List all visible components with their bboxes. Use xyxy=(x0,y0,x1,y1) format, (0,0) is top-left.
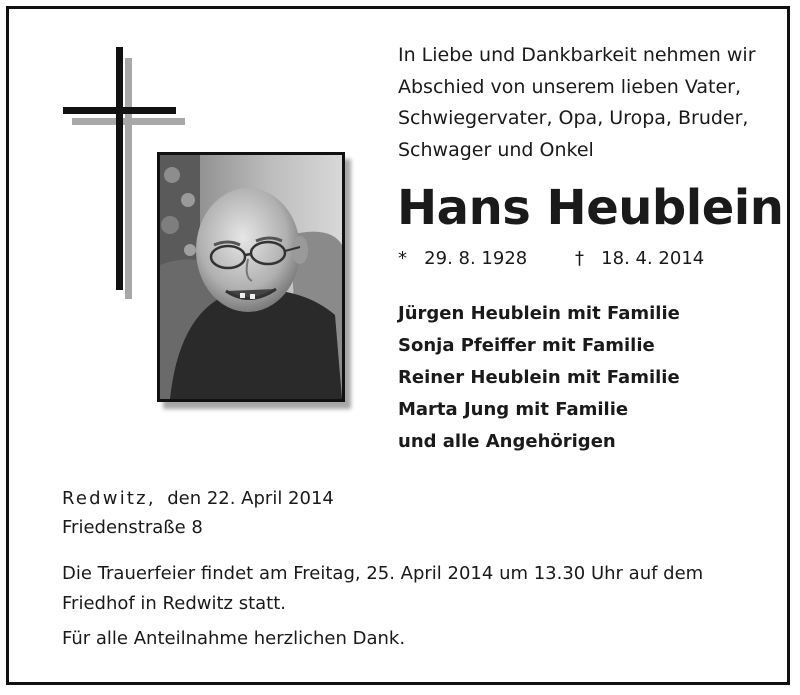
location-date-line xyxy=(62,484,334,513)
cross-vertical xyxy=(116,47,123,290)
notice-date: den 22. April 2014 xyxy=(167,488,334,509)
mourner-item: Marta Jung mit Familie xyxy=(398,399,629,420)
mourner-item: Sonja Pfeiffer mit Familie xyxy=(398,335,655,356)
intro-line: Schwager und Onkel xyxy=(398,138,594,161)
town: Redwitz, xyxy=(62,488,156,509)
cross-horizontal xyxy=(63,107,176,114)
intro-line: Schwiegervater, Opa, Uropa, Bruder, xyxy=(398,107,749,129)
thanks-text: Für alle Anteilnahme herzlichen Dank. xyxy=(62,628,406,649)
funeral-line: Friedhof in Redwitz statt. xyxy=(62,593,287,614)
death-symbol: † xyxy=(575,248,584,269)
intro-line: In Liebe und Dankbarkeit nehmen wir xyxy=(398,44,756,66)
mourners-list xyxy=(398,298,680,458)
intro-text xyxy=(398,40,778,166)
intro-line: Abschied von unserem lieben Vater, xyxy=(398,75,742,98)
mourner-item: Jürgen Heublein mit Familie xyxy=(398,303,680,324)
funeral-info xyxy=(62,559,703,619)
birth-symbol: * xyxy=(398,248,407,269)
mourner-item: Reiner Heublein mit Familie xyxy=(398,367,680,388)
portrait-illustration xyxy=(160,155,342,399)
portrait-photo xyxy=(157,152,345,402)
funeral-line: Die Trauerfeier findet am Freitag, 25. April 2014 um 13.30 Uhr auf dem xyxy=(62,563,704,584)
mourner-item: und alle Angehörigen xyxy=(398,431,616,452)
birth-date-line xyxy=(398,248,527,269)
cross-shadow-vertical xyxy=(125,58,132,299)
birth-date: 29. 8. 1928 xyxy=(424,248,528,269)
death-date: 18. 4. 2014 xyxy=(601,248,705,269)
deceased-name: Hans Heublein xyxy=(397,180,784,236)
death-date-line xyxy=(575,248,704,269)
location-block xyxy=(62,484,334,542)
street-address: Friedenstraße 8 xyxy=(62,517,203,538)
cross-shadow-horizontal xyxy=(72,118,185,125)
